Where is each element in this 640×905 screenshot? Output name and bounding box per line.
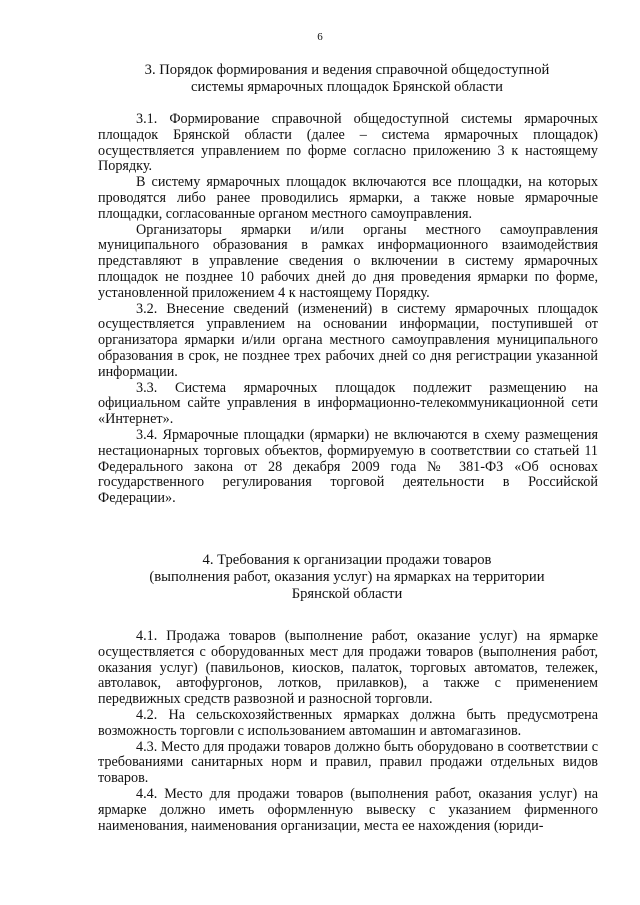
section-3-heading [96, 62, 598, 96]
section-3-heading-line: 3. Порядок формирования и ведения справочной общедоступной [144, 62, 550, 78]
section-4-heading-line: (выполнения работ, оказания услуг) на ярмарках на территории [149, 569, 545, 585]
paragraph-3-2: 3.2. Внесение сведений (изменений) в систему ярмарочных площадок осуществляется управлением на основании информации, поступившей от организатора ярмарки и/или органа местного самоуправления муниципального образования в срок, не позднее трех рабочих дней со дня регистрации указанной информации. [98, 300, 598, 380]
section-4-heading-line: 4. Требования к организации продажи товаров [202, 552, 492, 568]
section-3-body [98, 112, 598, 507]
paragraph-3-3: 3.3. Система ярмарочных площадок подлежит размещению на официальном сайте управления в информационно-телекоммуникационной сети «Интернет». [98, 379, 598, 428]
section-4-heading-line: Брянской области [291, 586, 403, 602]
paragraph-3-1: 3.1. Формирование справочной общедоступной системы ярмарочных площадок Брянской области (далее – система ярмарочных площадок) осуществляется управлением по форме согласно приложению 3 к настоящему Порядку. [98, 111, 598, 175]
paragraph-3-4: 3.4. Ярмарочные площадки (ярмарки) не включаются в схему размещения нестационарных торговых объектов, формируемую в соответствии со статьей 11 Федерального закона от 28 декабря 2009 года № 381-ФЗ «Об основах государственного регулирования торговой деятельности в Российской Федерации». [98, 426, 598, 507]
paragraph-3-1-organizers: Организаторы ярмарки и/или органы местного самоуправления муниципального образования в рамках информационного взаимодействия представляют в управление сведения о включении в систему ярмарочных площадок не позднее 10 рабочих дней до дня проведения ярмарки по форме, установленной приложением 4 к настоящему Порядку. [98, 221, 598, 301]
section-4-body [98, 629, 598, 834]
paragraph-4-3: 4.3. Место для продажи товаров должно быть оборудовано в соответствии с требованиями санитарных норм и правил, правил продажи отдельных видов товаров. [98, 738, 598, 787]
paragraph-4-4: 4.4. Место для продажи товаров (выполнения работ, оказания услуг) на ярмарке должно иметь оформленную вывеску с указанием фирменного наименования, наименования организации, места ее нахождения (юриди- [98, 785, 598, 834]
section-3-heading-line: системы ярмарочных площадок Брянской области [191, 79, 503, 95]
page-number: 6 [317, 31, 323, 43]
section-4-heading [96, 552, 598, 603]
paragraph-4-1: 4.1. Продажа товаров (выполнение работ, оказание услуг) на ярмарке осуществляется с оборудованных мест для продажи товаров (выполнения работ, оказания услуг) (павильонов, киосков, палаток, торговых автоматов, тележек, автолавок, автофургонов, лотков, прилавков), а также с применением передвижных средств развозной и разносной торговли. [98, 628, 598, 708]
paragraph-4-2: 4.2. На сельскохозяйственных ярмарках должна быть предусмотрена возможность торговли с использованием автомашин и автомагазинов. [98, 706, 598, 739]
paragraph-3-1-systems: В систему ярмарочных площадок включаются все площадки, на которых проводятся либо ранее проводились ярмарки, а также новые ярмарочные площадки, согласованные органом местного самоуправления. [98, 174, 598, 222]
